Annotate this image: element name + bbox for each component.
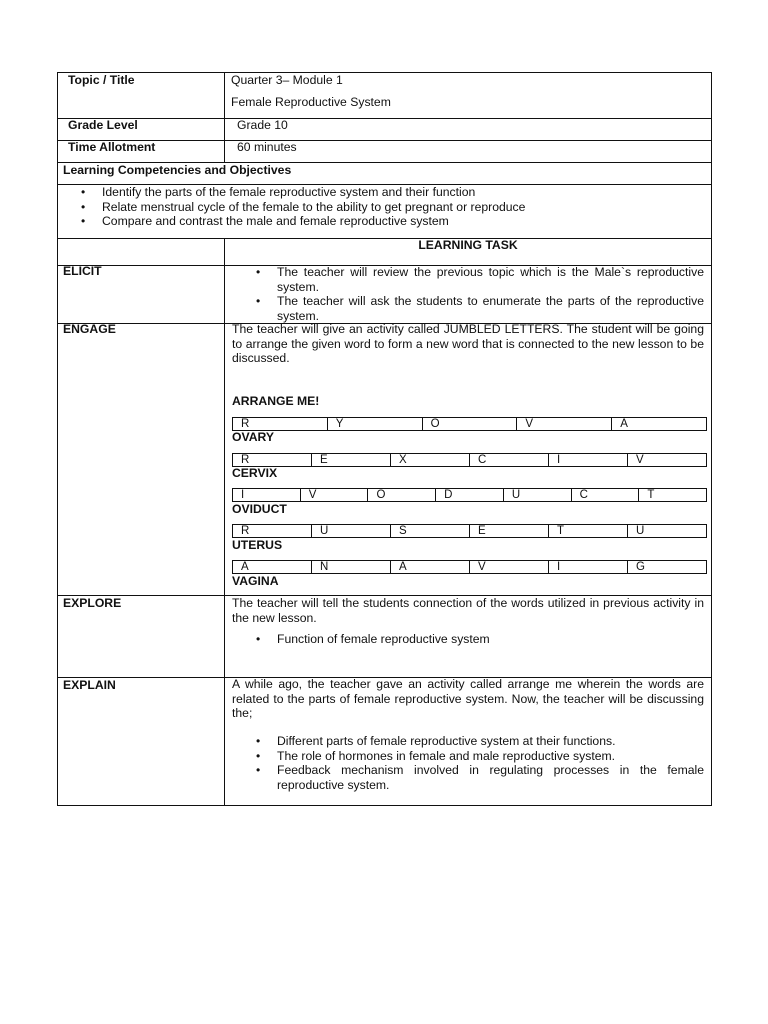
letter-cell: O xyxy=(422,418,517,430)
competencies-title: Learning Competencies and Objectives xyxy=(63,163,292,177)
answer-word: OVARY xyxy=(232,430,274,444)
letter-cell: I xyxy=(548,561,627,573)
list-item: • Relate menstrual cycle of the female to the ability to get pregnant or reproduce xyxy=(57,200,697,215)
time-label: Time Allotment xyxy=(68,140,156,154)
letter-cell: R xyxy=(241,418,250,430)
list-item: • The teacher will ask the students to enumerate the parts of the reproductive system. xyxy=(232,294,704,323)
list-item: • Function of female reproductive system xyxy=(232,632,704,647)
grade-label: Grade Level xyxy=(68,118,138,132)
letter-cell: S xyxy=(390,525,469,537)
topic-line-2: Female Reproductive System xyxy=(231,95,391,109)
letter-cell: I xyxy=(241,489,245,501)
letter-cell: G xyxy=(627,561,706,573)
grade-value: Grade 10 xyxy=(237,118,288,132)
letter-cell: V xyxy=(516,418,611,430)
letter-cell: U xyxy=(503,489,571,501)
topic-line-1: Quarter 3– Module 1 xyxy=(231,73,343,87)
answer-word: CERVIX xyxy=(232,466,278,480)
list-item: • Compare and contrast the male and female reproductive system xyxy=(57,214,697,229)
learning-task-header: LEARNING TASK xyxy=(418,238,518,252)
engage-intro: The teacher will give an activity called JUMBLED LETTERS. The student will be going to arrange the given word to form a new word that is connected to the new lesson to be discussed. xyxy=(232,322,704,365)
letter-cell: N xyxy=(311,561,390,573)
table-border-top xyxy=(57,72,712,73)
letter-cell: T xyxy=(638,489,706,501)
column-divider xyxy=(224,238,225,806)
letter-cell: O xyxy=(367,489,435,501)
letter-cell: A xyxy=(241,561,249,573)
jumbled-letters-row xyxy=(232,417,707,431)
letter-cell: D xyxy=(435,489,503,501)
elicit-list xyxy=(232,265,704,323)
letter-cell: V xyxy=(469,561,548,573)
answer-word: OVIDUCT xyxy=(232,502,287,516)
list-item: • Different parts of female reproductive system at their functions. xyxy=(232,734,704,749)
letter-cell: E xyxy=(469,525,548,537)
engage-label: ENGAGE xyxy=(63,322,116,336)
row-divider xyxy=(57,118,712,119)
jumbled-letters-row xyxy=(232,453,707,467)
jumbled-letters-row xyxy=(232,488,707,502)
competencies-list xyxy=(57,185,697,229)
list-item: • The role of hormones in female and male reproductive system. xyxy=(232,749,704,764)
explain-list xyxy=(232,734,704,792)
explore-intro: The teacher will tell the students connection of the words utilized in previous activity in the new lesson. xyxy=(232,596,704,625)
letter-cell: R xyxy=(241,454,250,466)
letter-cell: U xyxy=(311,525,390,537)
list-item: • Identify the parts of the female reproductive system and their function xyxy=(57,185,697,200)
jumbled-letters-row xyxy=(232,560,707,574)
letter-cell: R xyxy=(241,525,250,537)
elicit-label: ELICIT xyxy=(63,264,102,278)
time-value: 60 minutes xyxy=(237,140,297,154)
table-border-right xyxy=(711,72,712,806)
column-divider xyxy=(224,72,225,162)
lesson-plan-table xyxy=(57,72,712,806)
letter-cell: V xyxy=(627,454,706,466)
answer-word: VAGINA xyxy=(232,574,279,588)
letter-cell: Y xyxy=(327,418,422,430)
letter-cell: U xyxy=(627,525,706,537)
letter-cell: T xyxy=(548,525,627,537)
activity-title: ARRANGE ME! xyxy=(232,394,320,408)
explain-label: EXPLAIN xyxy=(63,678,116,692)
letter-cell: V xyxy=(300,489,368,501)
list-item: • Feedback mechanism involved in regulating processes in the female reproductive system. xyxy=(232,763,704,792)
topic-label: Topic / Title xyxy=(68,73,135,87)
table-border-left xyxy=(57,72,58,806)
letter-cell: X xyxy=(390,454,469,466)
letter-cell: C xyxy=(571,489,639,501)
answer-word: UTERUS xyxy=(232,538,283,552)
list-item: • The teacher will review the previous topic which is the Male`s reproductive system. xyxy=(232,265,704,294)
jumbled-letters-row xyxy=(232,524,707,538)
table-border-bottom xyxy=(57,805,712,806)
letter-cell: A xyxy=(611,418,706,430)
explain-intro: A while ago, the teacher gave an activity called arrange me wherein the words are related to the parts of female reproductive system. Now, the teacher will be discussing the; xyxy=(232,677,704,720)
explore-list xyxy=(232,632,704,647)
letter-cell: E xyxy=(311,454,390,466)
letter-cell: A xyxy=(390,561,469,573)
explore-label: EXPLORE xyxy=(63,596,122,610)
letter-cell: I xyxy=(548,454,627,466)
letter-cell: C xyxy=(469,454,548,466)
